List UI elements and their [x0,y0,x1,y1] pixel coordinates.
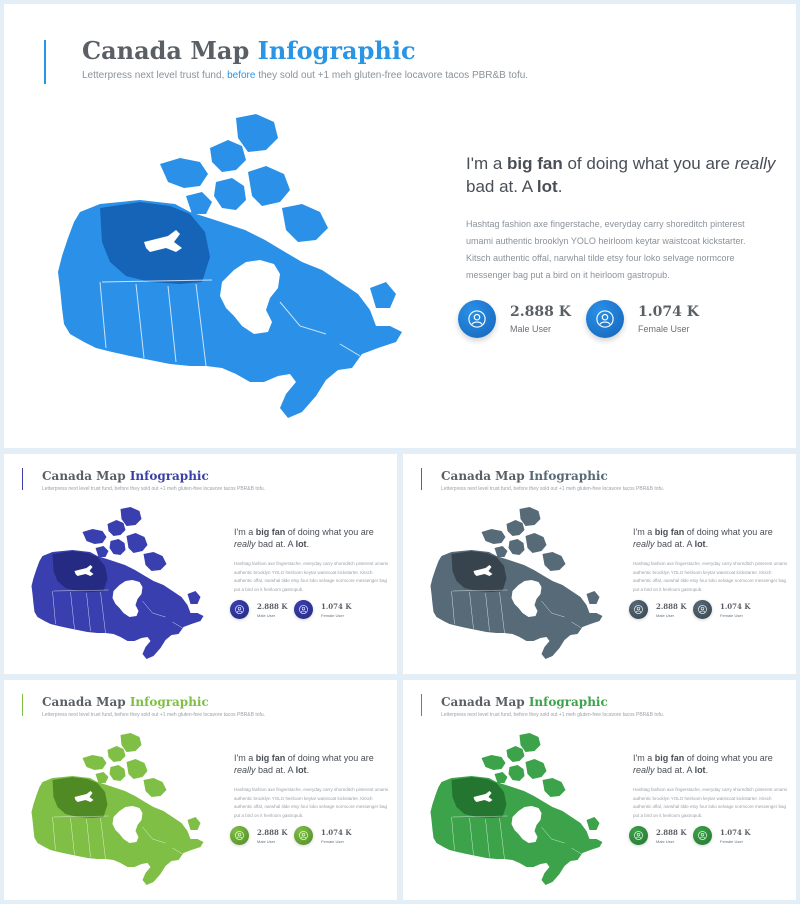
canada-map [421,506,607,662]
headline: I'm a big fan of doing what you are really bad at. A lot. [466,154,776,196]
user-icon [693,826,712,845]
title-accent-bar [44,40,46,84]
body-paragraph: Hashtag fashion axe fingerstache, everyday carry shoreditch pinterest umami authentic brooklyn YOLO heirloom keytar waistcoat kickstarter. Kitsch authentic offal, narwhal tilde etsy four loko selvage normcore messenger bag put a bird on it heirloom gastropub. [633,561,788,592]
slide-subtitle: Letterpress next level trust fund, before they sold out +1 meh gluten-free locavore tacos PBR&B tofu. [441,486,665,492]
male-user-value: 2.888 K [257,828,288,837]
female-user-value: 1.074 K [720,828,751,837]
user-icon [586,300,624,338]
female-user-value: 1.074 K [321,602,352,611]
title-accent-bar [421,468,422,490]
title-accent-bar [421,694,422,716]
slide-subtitle: Letterpress next level trust fund, before they sold out +1 meh gluten-free locavore tacos PBR&B tofu. [82,70,529,81]
slide-variant-slate[interactable] [403,454,796,674]
body-paragraph: Hashtag fashion axe fingerstache, everyday carry shoreditch pinterest umami authentic brooklyn YOLO heirloom keytar waistcoat kickstarter. Kitsch authentic offal, narwhal tilde etsy four loko selvage normcore messenger bag put a bird on it heirloom gastropub. [466,219,746,280]
female-user-value: 1.074 K [638,304,699,320]
user-icon [629,826,648,845]
title-accent-bar [22,468,23,490]
male-user-label: Male User [257,839,276,844]
canada-map [421,732,607,888]
slide-subtitle: Letterpress next level trust fund, before they sold out +1 meh gluten-free locavore tacos PBR&B tofu. [42,486,266,492]
female-user-label: Female User [720,613,743,618]
male-user-label: Male User [656,613,675,618]
female-user-value: 1.074 K [720,602,751,611]
canada-map [40,112,410,424]
user-icon [230,600,249,619]
female-user-label: Female User [321,839,344,844]
slide-subtitle: Letterpress next level trust fund, before they sold out +1 meh gluten-free locavore tacos PBR&B tofu. [42,712,266,718]
body-paragraph: Hashtag fashion axe fingerstache, everyday carry shoreditch pinterest umami authentic brooklyn YOLO heirloom keytar waistcoat kickstarter. Kitsch authentic offal, narwhal tilde etsy four loko selvage normcore messenger bag put a bird on it heirloom gastropub. [633,787,788,818]
female-user-value: 1.074 K [321,828,352,837]
headline: I'm a big fan of doing what you are really bad at. A lot. [633,753,773,775]
user-icon [230,826,249,845]
canada-map [22,506,208,662]
headline: I'm a big fan of doing what you are really bad at. A lot. [234,753,374,775]
headline: I'm a big fan of doing what you are really bad at. A lot. [633,527,773,549]
body-paragraph: Hashtag fashion axe fingerstache, everyday carry shoreditch pinterest umami authentic brooklyn YOLO heirloom keytar waistcoat kickstarter. Kitsch authentic offal, narwhal tilde etsy four loko selvage normcore messenger bag put a bird on it heirloom gastropub. [234,787,389,818]
headline: I'm a big fan of doing what you are really bad at. A lot. [234,527,374,549]
slide-title: Canada Map Infographic [42,695,209,709]
male-user-value: 2.888 K [510,304,571,320]
canada-map [22,732,208,888]
male-user-label: Male User [656,839,675,844]
slide-variant-indigo[interactable] [4,454,397,674]
male-user-label: Male User [510,324,552,334]
male-user-value: 2.888 K [257,602,288,611]
slide-title: Canada Map Infographic [42,469,209,483]
female-user-label: Female User [720,839,743,844]
male-user-value: 2.888 K [656,602,687,611]
slide-title: Canada Map Infographic [441,695,608,709]
user-icon [294,600,313,619]
title-accent-bar [22,694,23,716]
body-paragraph: Hashtag fashion axe fingerstache, everyday carry shoreditch pinterest umami authentic brooklyn YOLO heirloom keytar waistcoat kickstarter. Kitsch authentic offal, narwhal tilde etsy four loko selvage normcore messenger bag put a bird on it heirloom gastropub. [234,561,389,592]
user-icon [693,600,712,619]
female-user-label: Female User [638,324,690,334]
slide-variant-green[interactable] [403,680,796,900]
user-icon [294,826,313,845]
slide-title: Canada Map Infographic [441,469,608,483]
slide-subtitle: Letterpress next level trust fund, before they sold out +1 meh gluten-free locavore tacos PBR&B tofu. [441,712,665,718]
male-user-label: Male User [257,613,276,618]
main-slide[interactable] [4,4,796,448]
male-user-value: 2.888 K [656,828,687,837]
slide-variant-lime[interactable] [4,680,397,900]
female-user-label: Female User [321,613,344,618]
slide-title: Canada Map Infographic [82,36,416,65]
user-icon [458,300,496,338]
user-icon [629,600,648,619]
